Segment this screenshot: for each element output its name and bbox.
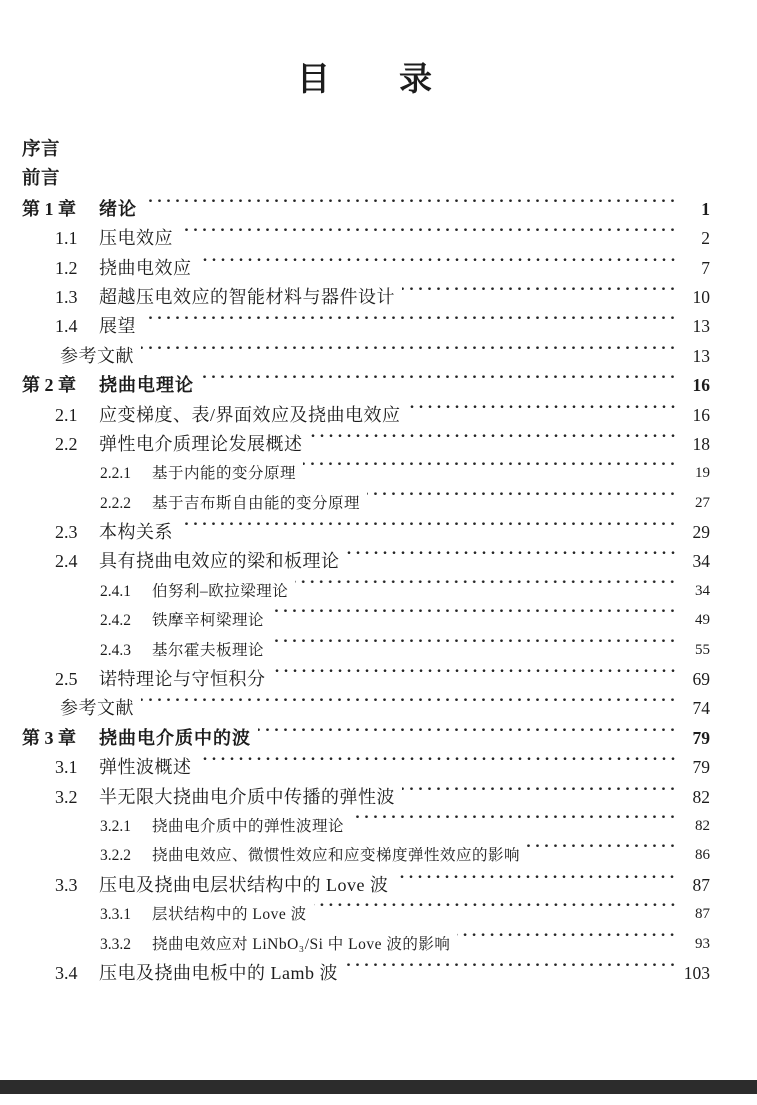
entry-title: 压电及挠曲电板中的 Lamb 波 [99,962,338,983]
entry-page-number: 82 [695,817,710,834]
toc-entry [22,694,710,723]
leader-dots-icon [345,959,677,988]
entry-page-number: 87 [692,874,710,895]
entry-title: 前言 [22,169,61,190]
leader-dots-icon [199,753,678,782]
leader-dots-icon [402,783,677,812]
entry-number: 3.3.2 [100,935,131,953]
entry-page-number: 79 [692,727,710,748]
entry-page-number: 74 [692,698,710,719]
entry-page-number: 34 [695,582,710,599]
entry-title: 应变梯度、表/界面效应及挠曲电效应 [99,404,401,425]
entry-number: 3.1 [55,757,78,778]
leader-dots-icon [271,636,677,665]
entry-number: 第 1 章 [22,198,76,219]
leader-dots-icon [144,195,677,224]
entry-title: 诺特理论与守恒积分 [99,669,266,690]
leader-dots-icon [143,312,677,341]
entry-number: 2.5 [55,669,78,690]
toc-entry [22,547,710,576]
entry-title: 弹性波概述 [99,757,192,778]
leader-dots-icon [141,342,677,371]
toc-list [22,136,710,988]
entry-page-number: 87 [695,906,710,923]
scan-artifact-bar [0,1080,757,1094]
toc-entry [22,577,710,606]
toc-entry [22,959,710,988]
entry-number: 3.3 [55,874,78,895]
entry-number: 1.2 [55,257,78,278]
entry-number: 1.4 [55,316,78,337]
entry-page-number: 13 [692,345,710,366]
entry-page-number: 7 [701,257,710,278]
toc-entry [22,430,710,459]
toc-entry [22,930,710,959]
entry-title: 本构关系 [99,522,173,543]
leader-dots-icon [367,489,677,518]
entry-number: 第 2 章 [22,375,76,396]
entry-page-number: 34 [692,551,710,572]
leader-dots-icon [402,283,677,312]
entry-title: 压电及挠曲电层状结构中的 Love 波 [99,874,389,895]
entry-title: 挠曲电介质中的波 [99,727,251,748]
entry-number: 2.1 [55,404,78,425]
entry-number: 3.2 [55,786,78,807]
entry-page-number: 79 [692,757,710,778]
leader-dots-icon [273,665,678,694]
entry-number: 第 3 章 [22,727,76,748]
entry-page-number: 86 [695,847,710,864]
page-title: 目 录 [297,62,433,98]
entry-number: 2.2 [55,433,78,454]
entry-page-number: 49 [695,612,710,629]
entry-page-number: 13 [692,316,710,337]
entry-number: 2.4.3 [100,641,131,659]
entry-title: 弹性电介质理论发展概述 [99,433,303,454]
entry-page-number: 19 [695,465,710,482]
toc-entry [22,636,710,665]
entry-title: 参考文献 [60,345,134,366]
leader-dots-icon [141,694,677,723]
entry-title: 序言 [22,140,61,160]
entry-number: 1.3 [55,286,78,307]
entry-title: 铁摩辛柯梁理论 [152,612,265,630]
toc-entry [22,312,710,341]
entry-page-number: 10 [692,286,710,307]
leader-dots-icon [351,812,677,841]
leader-dots-icon [295,577,677,606]
entry-number: 3.2.2 [100,847,131,865]
toc-entry [22,724,710,753]
toc-entry [22,195,710,224]
toc-entry [22,841,710,870]
toc-entry [22,753,710,782]
toc-entry [22,606,710,635]
entry-title: 挠曲电效应 [99,257,192,278]
leader-dots-icon [314,900,677,929]
entry-title: 压电效应 [99,228,173,249]
entry-page-number: 55 [695,641,710,658]
toc-entry [22,665,710,694]
entry-title: 伯努利–欧拉梁理论 [152,582,289,600]
entry-page-number: 16 [692,375,710,396]
toc-entry [22,459,710,488]
entry-title: 挠曲电效应对 LiNbO₃/Si 中 Love 波的影响 [152,935,451,953]
entry-page-number: 69 [692,669,710,690]
entry-number: 3.4 [55,962,78,983]
leader-dots-icon [180,518,677,547]
entry-page-number: 103 [683,962,710,983]
entry-title: 半无限大挠曲电介质中传播的弹性波 [99,786,395,807]
entry-page-number: 16 [692,404,710,425]
entry-page-number: 18 [692,433,710,454]
entry-title: 参考文献 [60,698,134,719]
entry-number: 2.2.2 [100,494,131,512]
entry-page-number: 93 [695,935,710,952]
leader-dots-icon [310,430,678,459]
leader-dots-icon [258,724,677,753]
entry-title: 基于吉布斯自由能的变分原理 [152,494,361,512]
leader-dots-icon [180,224,677,253]
toc-entry [22,342,710,371]
toc-entry [22,900,710,929]
entry-title: 绪论 [99,198,137,219]
leader-dots-icon [303,459,677,488]
entry-title: 超越压电效应的智能材料与器件设计 [99,286,395,307]
toc-entry [22,165,710,194]
entry-page-number: 29 [692,522,710,543]
toc-entry [22,283,710,312]
entry-page-number: 2 [701,228,710,249]
entry-number: 1.1 [55,228,78,249]
entry-page-number: 27 [695,494,710,511]
entry-title: 层状结构中的 Love 波 [152,906,307,924]
leader-dots-icon [527,841,677,870]
entry-page-number: 1 [701,198,710,219]
entry-number: 2.4.1 [100,582,131,600]
entry-number: 2.2.1 [100,465,131,483]
entry-title: 具有挠曲电效应的梁和板理论 [99,551,340,572]
entry-page-number: 82 [692,786,710,807]
leader-dots-icon [408,401,678,430]
entry-title: 基尔霍夫板理论 [152,641,265,659]
toc-entry [22,871,710,900]
entry-title: 挠曲电效应、微惯性效应和应变梯度弹性效应的影响 [152,847,521,865]
toc-entry [22,224,710,253]
entry-title: 展望 [99,316,136,337]
entry-number: 2.4.2 [100,612,131,630]
entry-number: 3.3.1 [100,906,131,924]
toc-entry [22,812,710,841]
toc-entry [22,136,710,165]
toc-entry [22,518,710,547]
leader-dots-icon [347,547,678,576]
leader-dots-icon [201,371,677,400]
leader-dots-icon [271,606,677,635]
entry-number: 2.3 [55,522,78,543]
toc-entry [22,371,710,400]
entry-title: 挠曲电介质中的弹性波理论 [152,817,345,835]
toc-entry [22,401,710,430]
entry-title: 挠曲电理论 [99,375,194,396]
leader-dots-icon [457,930,677,959]
entry-title: 基于内能的变分原理 [152,465,297,483]
toc-entry [22,489,710,518]
toc-entry [22,783,710,812]
entry-number: 3.2.1 [100,817,131,835]
leader-dots-icon [395,871,677,900]
entry-number: 2.4 [55,551,78,572]
toc-entry [22,254,710,283]
leader-dots-icon [199,254,678,283]
